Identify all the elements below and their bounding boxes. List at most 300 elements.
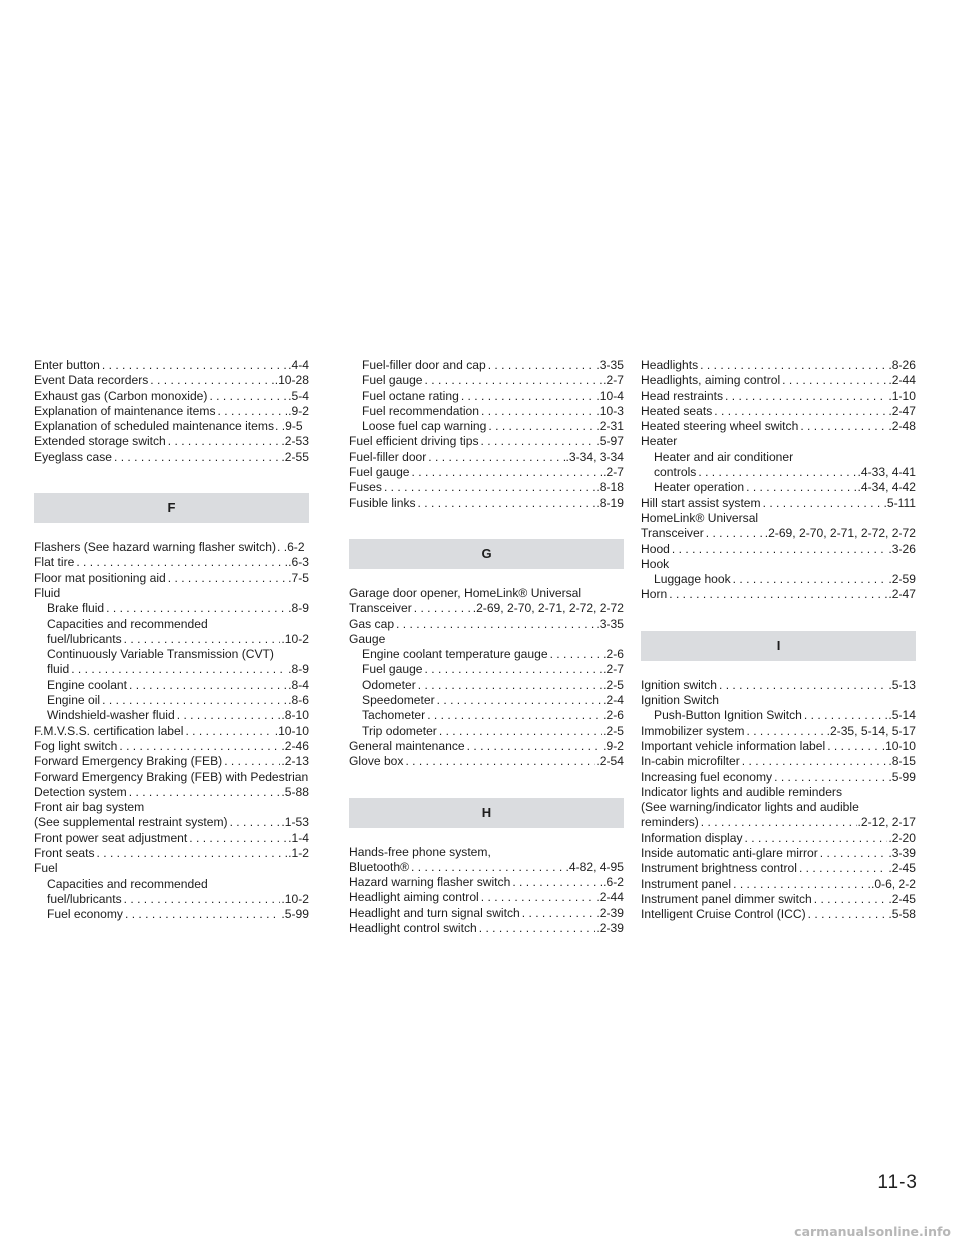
index-entry — [349, 496, 624, 511]
dot-leader — [411, 860, 564, 875]
section-spacer — [349, 770, 624, 798]
entry-term: (See warning/indicator lights and audible — [641, 800, 859, 815]
section-letter-g: G — [349, 539, 624, 569]
entry-term: Windshield-washer fluid — [47, 708, 175, 723]
entry-page-ref: .8-10 — [281, 708, 309, 723]
index-entry — [641, 358, 916, 373]
entry-page-ref: .8-19 — [596, 495, 624, 510]
entry-page-ref: .10-2 — [281, 891, 309, 906]
entry-page-ref: .5-88 — [281, 784, 309, 799]
index-entry — [34, 785, 309, 800]
entry-term: Fuel-filler door and cap — [362, 358, 486, 372]
dot-leader — [418, 496, 596, 511]
index-entry — [641, 892, 916, 907]
dot-leader — [669, 587, 887, 602]
index-column-1 — [34, 358, 309, 923]
dot-leader — [230, 815, 281, 830]
entry-term: Flashers (See hazard warning flasher switch) — [34, 540, 276, 555]
entry-page-ref: .4-34, 4-42 — [857, 480, 916, 495]
entry-page-ref: .2-53 — [281, 434, 309, 449]
index-subentry — [34, 632, 309, 647]
index-entry — [641, 587, 916, 602]
entry-term: Trip odometer — [362, 723, 437, 738]
entry-term: Fuel-filler door — [349, 449, 427, 464]
entry-page-ref: .8-4 — [288, 677, 309, 692]
index-entry — [641, 770, 916, 785]
index-subentry — [349, 693, 624, 708]
entry-page-ref: .2-31 — [596, 419, 624, 434]
entry-page-ref: .8-6 — [288, 693, 309, 708]
dot-leader — [804, 708, 888, 723]
entry-term: Engine coolant — [47, 677, 128, 692]
index-entry — [641, 373, 916, 388]
entry-page-ref: .2-5 — [603, 723, 624, 738]
index-entry — [34, 555, 309, 570]
entry-term: F.M.V.S.S. certification label — [34, 723, 184, 738]
entry-term: Engine coolant temperature gauge — [362, 647, 548, 662]
dot-leader — [742, 754, 888, 769]
entry-page-ref: .3-39 — [888, 846, 916, 861]
index-entry — [349, 632, 624, 647]
entry-term: Headlights — [641, 358, 699, 372]
entry-page-ref: .3-35 — [596, 616, 624, 631]
index-subentry — [34, 693, 309, 708]
entry-page-ref: .2-39 — [596, 921, 624, 936]
entry-page-ref: .5-4 — [288, 388, 309, 403]
entry-term: reminders) — [641, 815, 699, 830]
entry-term: Fuel gauge — [362, 373, 423, 388]
index-entry — [641, 678, 916, 693]
entry-page-ref: .2-6 — [603, 708, 624, 723]
dot-leader — [102, 693, 287, 708]
dot-leader — [168, 571, 287, 586]
entry-page-ref: .2-44 — [596, 890, 624, 905]
dot-leader — [114, 450, 280, 465]
dot-leader — [189, 831, 287, 846]
entry-term: Hazard warning flasher switch — [349, 875, 511, 890]
index-entry — [641, 831, 916, 846]
index-entry — [349, 434, 624, 449]
dot-leader — [76, 555, 287, 570]
entry-page-ref: .10-2 — [281, 631, 309, 646]
entry-term: In-cabin microfilter — [641, 754, 740, 769]
index-entry — [34, 419, 309, 434]
entry-term: Transceiver — [349, 601, 412, 616]
index-subentry — [349, 708, 624, 723]
dot-leader — [481, 434, 596, 449]
dot-leader — [488, 358, 596, 373]
index-subentry — [349, 373, 624, 388]
entry-term: Information display — [641, 830, 743, 845]
index-entry — [641, 877, 916, 892]
entry-term: HomeLink® Universal — [641, 510, 759, 525]
index-entry — [34, 770, 309, 785]
index-entry — [34, 540, 309, 555]
entry-term: Fuel — [34, 861, 58, 876]
dot-leader — [550, 647, 603, 662]
index-entry — [349, 860, 624, 875]
dot-leader — [479, 921, 596, 936]
dot-leader — [437, 693, 603, 708]
entry-term: Fog light switch — [34, 738, 118, 753]
dot-leader — [209, 389, 287, 404]
entry-term: Front air bag system — [34, 800, 145, 815]
entry-page-ref: .2-45 — [888, 861, 916, 876]
dot-leader — [119, 739, 280, 754]
dot-leader — [218, 404, 288, 419]
entry-term: fuel/lubricants — [47, 631, 122, 646]
index-entry — [349, 906, 624, 921]
index-subentry — [34, 647, 309, 662]
entry-page-ref: .5-58 — [888, 907, 916, 922]
index-entry — [641, 526, 916, 541]
index-entry — [641, 389, 916, 404]
entry-page-ref: .4-82, 4-95 — [565, 859, 624, 874]
entry-term: Fuel economy — [47, 907, 123, 922]
watermark-text: carmanualsonline.info — [794, 1224, 951, 1239]
dot-leader — [745, 831, 888, 846]
index-entry — [641, 739, 916, 754]
entry-term: Fuses — [349, 480, 382, 495]
dot-leader — [814, 892, 888, 907]
entry-term: fluid — [47, 662, 70, 677]
index-entry — [641, 815, 916, 830]
index-subentry — [641, 450, 916, 465]
entry-term: Brake fluid — [47, 601, 105, 616]
entry-page-ref: .10-3 — [596, 403, 624, 418]
dot-leader — [439, 724, 602, 739]
entry-term: Fuel octane rating — [362, 388, 459, 403]
dot-leader — [481, 890, 596, 905]
index-entry — [641, 693, 916, 708]
index-entry — [349, 586, 624, 601]
index-column-2 — [349, 358, 624, 936]
index-subentry — [34, 662, 309, 677]
index-entry — [34, 815, 309, 830]
entry-term: Extended storage switch — [34, 434, 166, 449]
entry-page-ref: .6-3 — [288, 555, 309, 570]
entry-page-ref: .2-47 — [888, 403, 916, 418]
dot-leader — [384, 480, 595, 495]
entry-page-ref: .2-47 — [888, 587, 916, 602]
dot-leader — [129, 785, 281, 800]
dot-leader — [725, 389, 887, 404]
index-entry — [349, 450, 624, 465]
index-entry — [34, 724, 309, 739]
dot-leader — [719, 678, 887, 693]
entry-term: Instrument brightness control — [641, 861, 797, 876]
entry-page-ref: .2-55 — [281, 449, 309, 464]
entry-page-ref: .2-69, 2-70, 2-71, 2-72, 2-72 — [764, 526, 916, 541]
dot-leader — [799, 861, 887, 876]
entry-term: Explanation of scheduled maintenance items — [34, 419, 275, 434]
entry-term: Floor mat positioning aid — [34, 570, 166, 585]
index-entry — [641, 419, 916, 434]
entry-term: Important vehicle information label — [641, 738, 826, 753]
dot-leader — [701, 815, 857, 830]
index-entry — [349, 921, 624, 936]
index-column-3 — [641, 358, 916, 923]
dot-leader — [427, 708, 602, 723]
entry-term: Capacities and recommended — [47, 876, 208, 891]
index-entry — [641, 724, 916, 739]
dot-leader — [412, 465, 603, 480]
entry-term: Eyeglass case — [34, 449, 112, 464]
index-subentry — [34, 708, 309, 723]
index-entry — [34, 586, 309, 601]
entry-page-ref: .0-6, 2-2 — [870, 876, 916, 891]
index-entry — [641, 861, 916, 876]
dot-leader — [774, 770, 887, 785]
entry-term: Gauge — [349, 631, 386, 646]
entry-page-ref: .1-10 — [888, 388, 916, 403]
index-subentry — [349, 724, 624, 739]
dot-leader — [698, 465, 856, 480]
entry-page-ref: .2-69, 2-70, 2-71, 2-72, 2-72 — [472, 601, 624, 616]
entry-term: Luggage hook — [654, 572, 731, 587]
entry-page-ref: .3-26 — [888, 541, 916, 556]
dot-leader — [418, 678, 602, 693]
index-entry — [349, 754, 624, 769]
entry-term: Hill start assist system — [641, 495, 761, 510]
entry-page-ref: .2-20 — [888, 830, 916, 845]
index-subentry — [34, 892, 309, 907]
index-entry — [34, 571, 309, 586]
dot-leader — [714, 404, 887, 419]
entry-term: Fuel efficient driving tips — [349, 434, 479, 449]
index-entry — [641, 404, 916, 419]
index-entry — [34, 450, 309, 465]
entry-term: Garage door opener, HomeLink® Universal — [349, 585, 582, 600]
dot-leader — [97, 846, 288, 861]
index-entry — [34, 831, 309, 846]
entry-term: Speedometer — [362, 693, 435, 708]
index-subentry — [349, 662, 624, 677]
entry-page-ref: .2-48 — [888, 419, 916, 434]
entry-term: Front power seat adjustment — [34, 830, 188, 845]
section-letter-i: I — [641, 631, 916, 661]
index-subentry — [349, 389, 624, 404]
index-entry — [641, 785, 916, 800]
entry-page-ref: . .9-5 — [275, 419, 303, 434]
dot-leader — [733, 877, 870, 892]
dot-leader — [150, 373, 273, 388]
index-subentry — [34, 907, 309, 922]
entry-page-ref: .5-111 — [883, 495, 916, 510]
entry-page-ref: .2-35, 5-14, 5-17 — [826, 723, 916, 738]
dot-leader — [185, 724, 273, 739]
index-entry — [349, 480, 624, 495]
entry-page-ref: .8-15 — [888, 754, 916, 769]
dot-leader — [512, 875, 602, 890]
entry-page-ref: .10-28 — [274, 373, 309, 388]
dot-leader — [481, 404, 595, 419]
entry-term: Glove box — [349, 754, 404, 769]
index-entry — [349, 890, 624, 905]
dot-leader — [782, 373, 887, 388]
entry-term: Fuel recommendation — [362, 403, 479, 418]
entry-term: Inside automatic anti-glare mirror — [641, 846, 818, 861]
index-subentry — [349, 419, 624, 434]
entry-term: Headlight aiming control — [349, 890, 479, 905]
entry-term: Front seats — [34, 846, 95, 861]
entry-page-ref: .9-2 — [288, 403, 309, 418]
entry-page-ref: .2-54 — [596, 754, 624, 769]
index-entry — [641, 846, 916, 861]
index-entry — [34, 739, 309, 754]
dot-leader — [71, 662, 287, 677]
dot-leader — [396, 617, 595, 632]
index-subentry — [34, 678, 309, 693]
entry-page-ref: . .6-2 — [276, 540, 305, 555]
entry-term: Forward Emergency Braking (FEB) with Pedestrian — [34, 769, 309, 784]
entry-term: Capacities and recommended — [47, 616, 208, 631]
page-number: 11-3 — [877, 1172, 918, 1193]
entry-term: fuel/lubricants — [47, 891, 122, 906]
dot-leader — [522, 906, 596, 921]
dot-leader — [414, 601, 472, 616]
section-spacer — [641, 603, 916, 631]
index-entry — [641, 557, 916, 572]
dot-leader — [700, 358, 887, 373]
entry-page-ref: .1-4 — [288, 830, 309, 845]
entry-page-ref: .1-2 — [288, 846, 309, 861]
entry-page-ref: .2-7 — [603, 662, 624, 677]
entry-term: Explanation of maintenance items — [34, 403, 216, 418]
index-entry — [34, 358, 309, 373]
index-subentry — [349, 404, 624, 419]
entry-term: Bluetooth® — [349, 859, 410, 874]
entry-page-ref: .2-6 — [603, 647, 624, 662]
dot-leader — [124, 632, 281, 647]
index-entry — [34, 846, 309, 861]
entry-page-ref: .2-7 — [603, 373, 624, 388]
entry-term: Ignition Switch — [641, 693, 719, 708]
entry-term: Exhaust gas (Carbon monoxide) — [34, 388, 208, 403]
dot-leader — [425, 373, 603, 388]
entry-term: Head restraints — [641, 388, 724, 403]
entry-page-ref: .2-44 — [888, 373, 916, 388]
entry-page-ref: .7-5 — [288, 570, 309, 585]
index-subentry — [34, 617, 309, 632]
entry-page-ref: .2-59 — [888, 572, 916, 587]
dot-leader — [168, 434, 281, 449]
index-entry — [641, 511, 916, 526]
dot-leader — [405, 754, 595, 769]
entry-page-ref: .4-4 — [288, 358, 309, 372]
dot-leader — [428, 450, 564, 465]
entry-term: Headlight and turn signal switch — [349, 905, 520, 920]
index-subentry — [349, 647, 624, 662]
index-entry — [641, 907, 916, 922]
entry-term: Fuel gauge — [362, 662, 423, 677]
index-entry — [641, 800, 916, 815]
entry-page-ref: .10-10 — [881, 738, 916, 753]
index-entry — [641, 496, 916, 511]
entry-page-ref: .8-9 — [288, 601, 309, 616]
entry-page-ref: .10-10 — [274, 723, 309, 738]
dot-leader — [467, 739, 603, 754]
index-entry — [34, 373, 309, 388]
entry-page-ref: .3-35 — [596, 358, 624, 372]
entry-term: Heated seats — [641, 403, 713, 418]
entry-term: controls — [654, 465, 697, 480]
index-subentry — [349, 358, 624, 373]
dot-leader — [425, 662, 603, 677]
entry-page-ref: .6-2 — [603, 875, 624, 890]
entry-term: Gas cap — [349, 616, 395, 631]
entry-page-ref: .1-53 — [281, 815, 309, 830]
dot-leader — [124, 892, 281, 907]
entry-term: Heater operation — [654, 480, 745, 495]
entry-term: Horn — [641, 587, 668, 602]
index-entry — [641, 434, 916, 449]
entry-term: Odometer — [362, 677, 416, 692]
dot-leader — [672, 542, 888, 557]
entry-page-ref: .9-2 — [603, 738, 624, 753]
index-entry — [349, 875, 624, 890]
dot-leader — [746, 480, 856, 495]
entry-page-ref: .2-45 — [888, 891, 916, 906]
dot-leader — [733, 572, 888, 587]
index-entry — [34, 389, 309, 404]
entry-page-ref: .2-5 — [603, 677, 624, 692]
entry-page-ref: .2-12, 2-17 — [857, 815, 916, 830]
entry-term: Immobilizer system — [641, 723, 745, 738]
entry-page-ref: .5-99 — [281, 907, 309, 922]
entry-page-ref: .2-39 — [596, 905, 624, 920]
entry-term: Heated steering wheel switch — [641, 419, 799, 434]
section-letter-h: H — [349, 798, 624, 828]
dot-leader — [488, 419, 595, 434]
entry-term: Intelligent Cruise Control (ICC) — [641, 907, 806, 922]
entry-page-ref: .8-18 — [596, 480, 624, 495]
index-subentry — [641, 465, 916, 480]
index-entry — [34, 861, 309, 876]
index-entry — [349, 617, 624, 632]
entry-page-ref: .2-13 — [281, 754, 309, 769]
index-subentry — [34, 877, 309, 892]
entry-term: Headlight control switch — [349, 921, 477, 936]
entry-page-ref: .5-14 — [888, 708, 916, 723]
entry-term: Hood — [641, 541, 670, 556]
index-entry — [34, 404, 309, 419]
entry-term: Fusible links — [349, 495, 416, 510]
entry-term: Ignition switch — [641, 677, 717, 692]
entry-term: Enter button — [34, 358, 100, 372]
entry-term: Increasing fuel economy — [641, 769, 773, 784]
dot-leader — [224, 754, 280, 769]
entry-term: Event Data recorders — [34, 373, 149, 388]
entry-term: Instrument panel dimmer switch — [641, 891, 812, 906]
entry-term: Push-Button Ignition Switch — [654, 708, 802, 723]
entry-term: Hands-free phone system, — [349, 844, 491, 859]
entry-term: Heater — [641, 434, 678, 449]
entry-term: Transceiver — [641, 526, 704, 541]
index-entry — [349, 601, 624, 616]
index-subentry — [641, 480, 916, 495]
entry-page-ref: .8-26 — [888, 358, 916, 372]
entry-term: Hook — [641, 556, 670, 571]
entry-term: Engine oil — [47, 693, 101, 708]
section-spacer — [34, 465, 309, 493]
entry-term: Heater and air conditioner — [654, 449, 794, 464]
entry-page-ref: .2-4 — [603, 693, 624, 708]
dot-leader — [177, 708, 281, 723]
index-subentry — [641, 572, 916, 587]
entry-term: Forward Emergency Braking (FEB) — [34, 754, 223, 769]
dot-leader — [763, 496, 883, 511]
